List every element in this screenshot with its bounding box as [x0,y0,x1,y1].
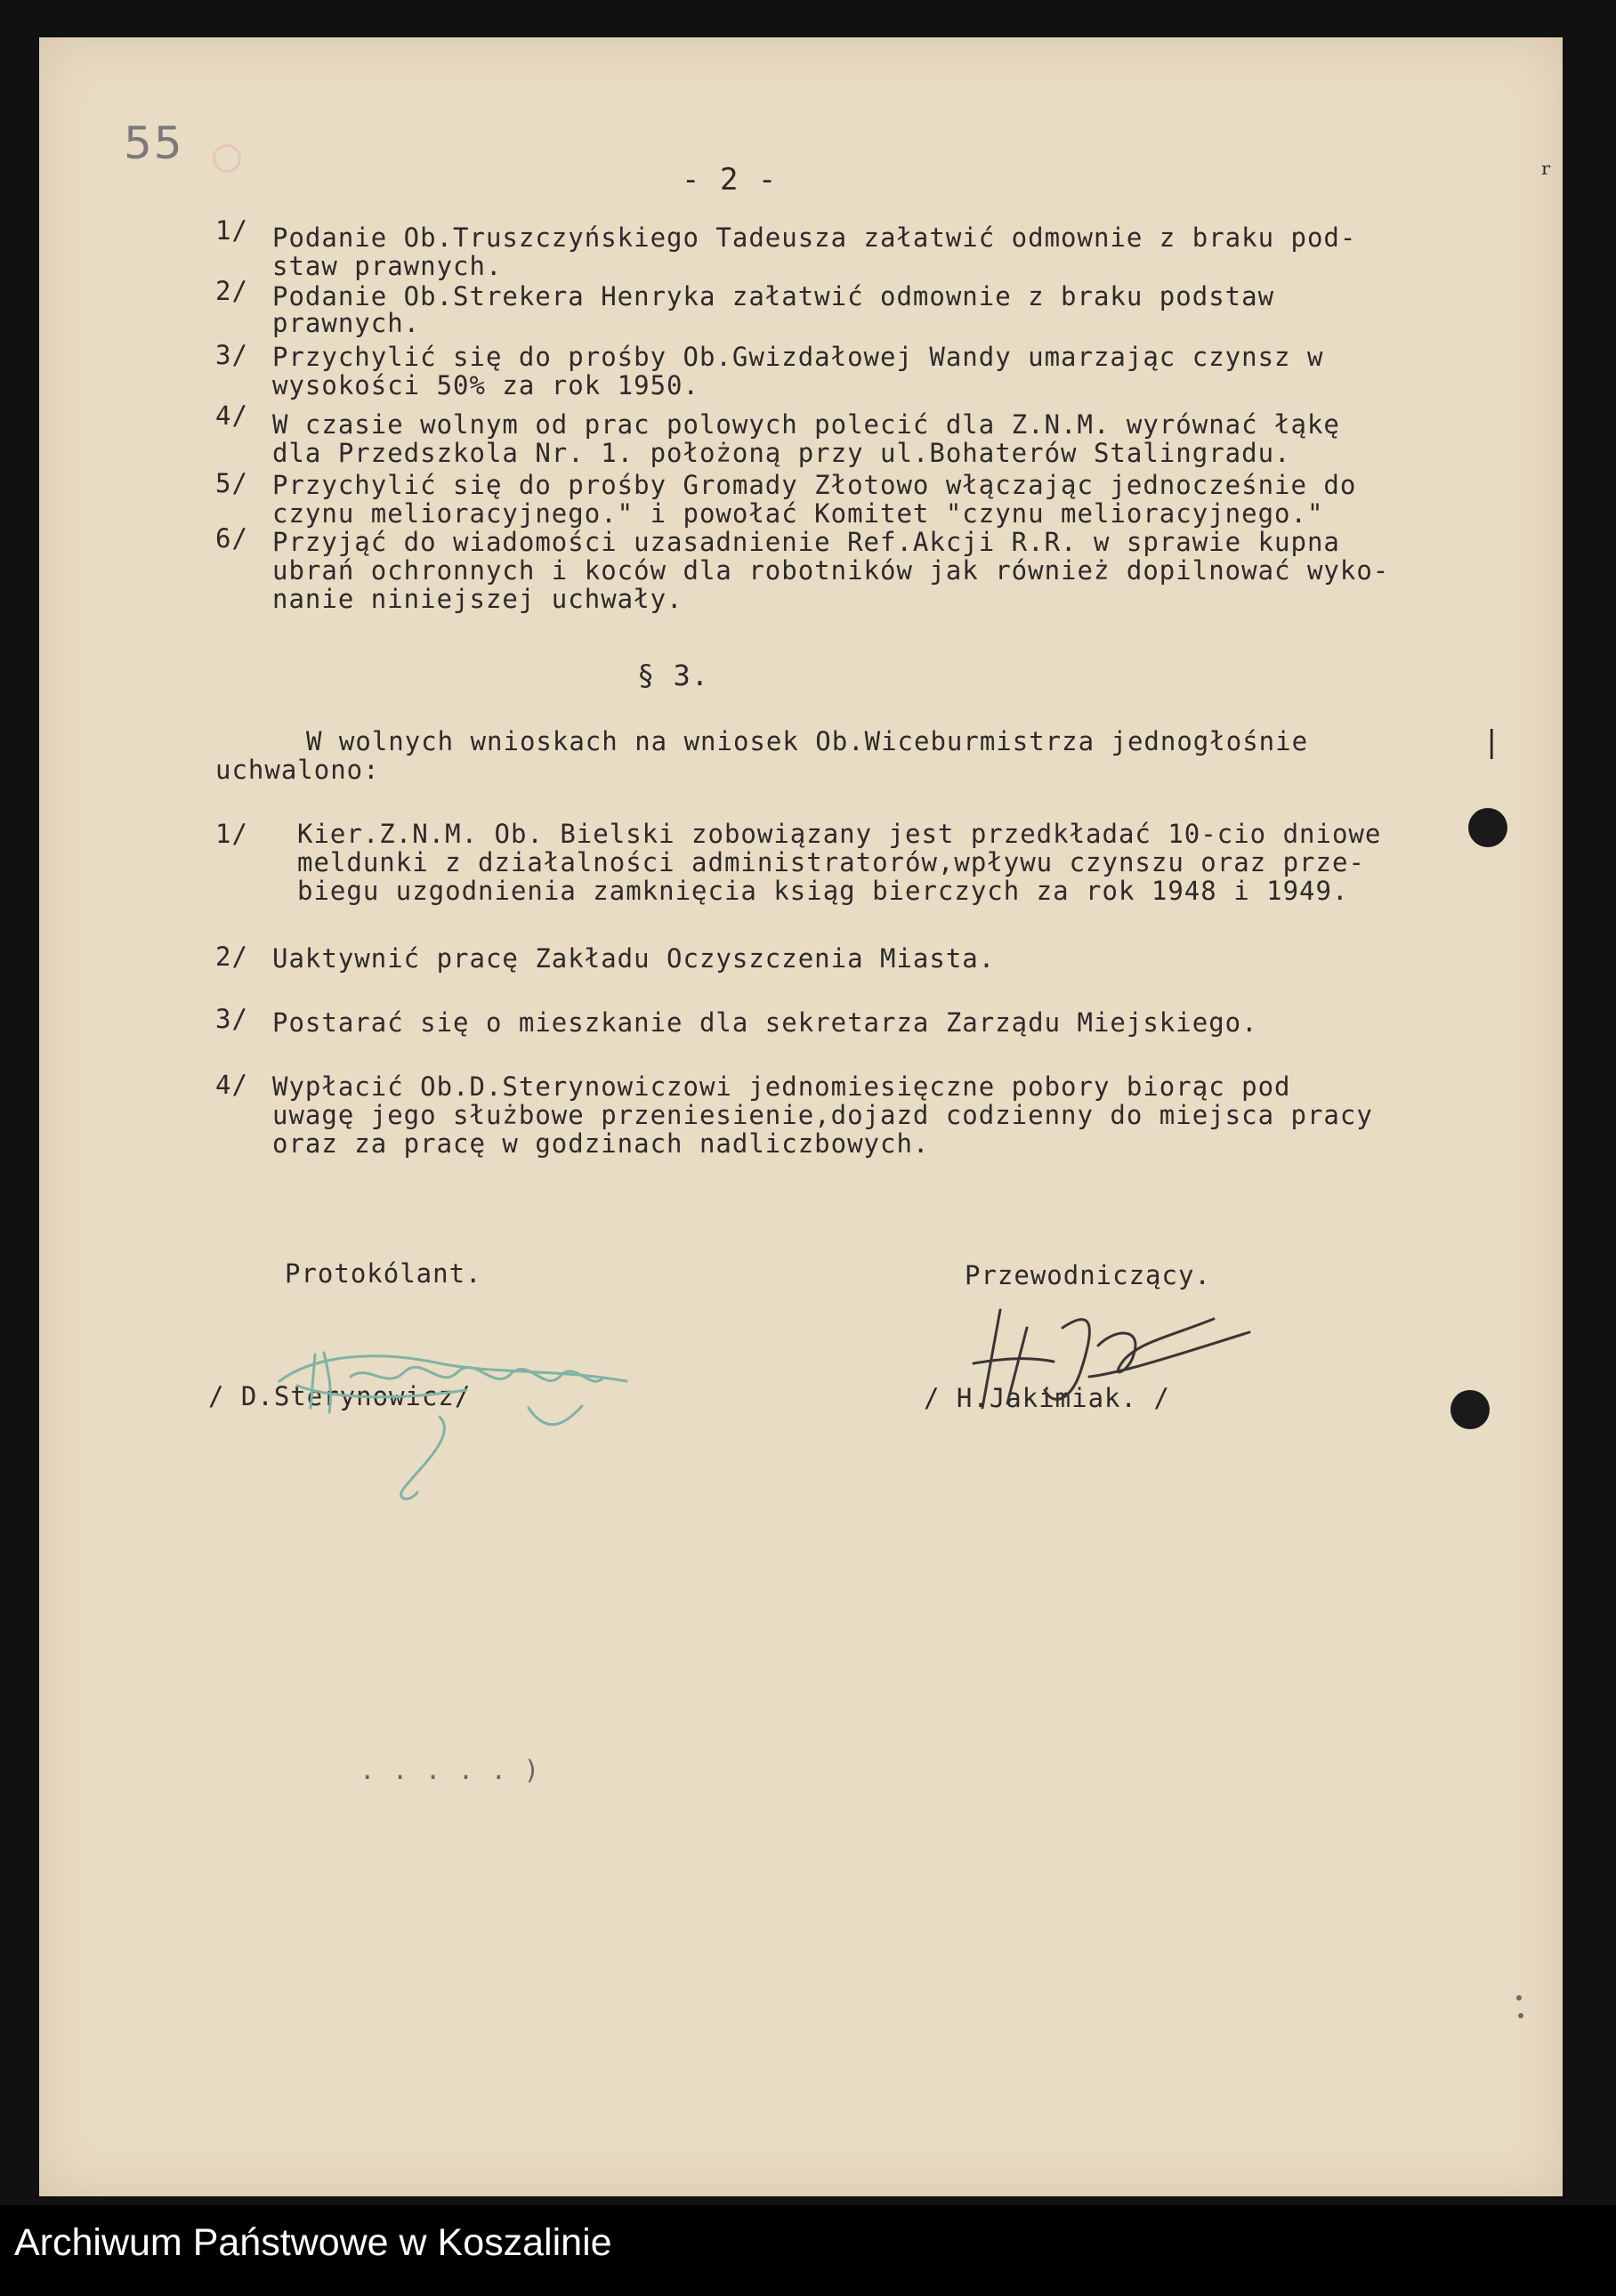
list-item-line: biegu uzgodnienia zamknięcia ksiąg bierczych za rok 1948 i 1949. [297,876,1349,906]
list-item-line: meldunki z działalności administratorów,wpływu czynszu oraz prze- [297,847,1365,877]
list-item-line: uwagę jego służbowe przeniesienie,dojazd codzienny do miejsca pracy [272,1100,1373,1130]
list-item-line: wysokości 50% za rok 1950. [272,370,699,400]
section-heading: § 3. [637,659,710,692]
list-item-number: 3/ [215,1004,248,1034]
list-item-line: ubrań ochronnych i koców dla robotników jak również dopilnować wyko- [272,555,1390,586]
speck [1518,2013,1523,2018]
list-item-line: staw prawnych. [272,251,503,281]
list-item-line: dla Przedszkola Nr. 1. położoną przy ul.Bohaterów Stalingradu. [272,438,1291,468]
handwritten-signature-left [262,1301,689,1515]
list-item-line: Przychylić się do prośby Gromady Złotowo włączając jednocześnie do [272,470,1357,500]
list-item-number: 1/ [215,215,248,246]
archive-footer-text: Archiwum Państwowe w Koszalinie [14,2221,612,2264]
list-item-number: 4/ [215,400,248,431]
page-number: - 2 - [682,162,778,198]
list-item-number: 2/ [215,942,248,972]
intro-line: uchwalono: [215,755,380,785]
list-item-number: 4/ [215,1070,248,1100]
list-item-line: Postarać się o mieszkanie dla sekretarza Zarządu Miejskiego. [272,1007,1258,1038]
list-item-number: 5/ [215,468,248,498]
tick-mark: ʳ [1541,157,1552,192]
list-item-line: W czasie wolnym od prac polowych polecić dla Z.N.M. wyrównać łąkę [272,409,1340,440]
handwritten-signature-right [947,1292,1267,1452]
list-item-number: 6/ [215,523,248,554]
punch-hole [1468,808,1507,847]
list-item-line: Podanie Ob.Strekera Henryka załatwić odmownie z braku podstaw [272,281,1275,311]
list-item-line: Podanie Ob.Truszczyńskiego Tadeusza załatwić odmownie z braku pod- [272,222,1357,253]
list-item-line: Uaktywnić pracę Zakładu Oczyszczenia Miasta. [272,943,996,974]
list-item-number: 2/ [215,276,248,306]
list-item-line: Wypłacić Ob.D.Sterynowiczowi jednomiesięczne pobory biorąc pod [272,1071,1291,1102]
list-item-line: Kier.Z.N.M. Ob. Bielski zobowiązany jest przedkładać 10-cio dniowe [297,819,1382,849]
signature-role-left: Protokólant. [285,1258,482,1289]
punch-hole [1450,1390,1490,1429]
margin-mark: . . . . . ) [360,1755,541,1785]
list-item-line: oraz za pracę w godzinach nadliczbowych. [272,1128,930,1159]
signature-role-right: Przewodniczący. [965,1260,1211,1290]
document-page [39,37,1563,2196]
intro-line: W wolnych wnioskach na wniosek Ob.Wiceburmistrza jednogłośnie [306,726,1309,756]
list-item-line: czynu melioracyjnego." i powołać Komitet "czynu melioracyjnego." [272,498,1324,529]
list-item-number: 3/ [215,340,248,370]
signature-name-left: / D.Sterynowicz/ [208,1381,472,1411]
list-item-line: prawnych. [272,308,421,338]
archive-footer-bar [0,2205,1616,2296]
margin-tick: | [1483,724,1502,760]
signature-name-right: / H.Jakimiak. / [924,1383,1170,1413]
list-item-line: nanie niniejszej uchwały. [272,584,683,614]
list-item-number: 1/ [215,819,248,849]
list-item-line: Przychylić się do prośby Ob.Gwizdałowej Wandy umarzając czynsz w [272,342,1324,372]
faded-stamp-mark [213,144,241,173]
handwritten-page-number: 55 [124,117,184,169]
list-item-line: Przyjąć do wiadomości uzasadnienie Ref.Akcji R.R. w sprawie kupna [272,527,1340,557]
speck [1516,1995,1522,2001]
